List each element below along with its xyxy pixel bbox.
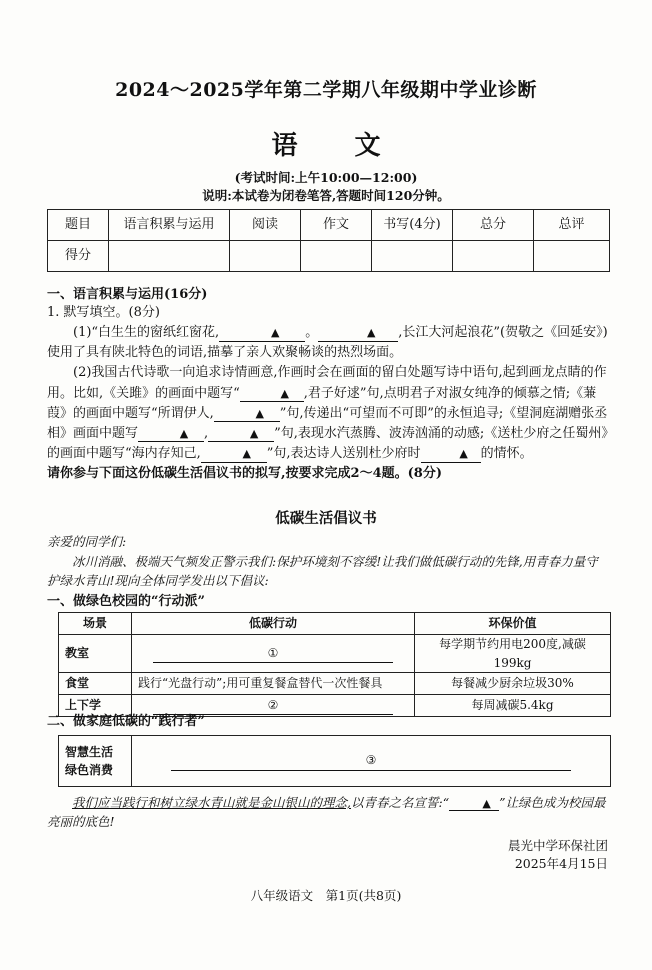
score-cell[interactable] — [301, 241, 372, 272]
score-table — [47, 209, 610, 272]
score-cell[interactable] — [109, 241, 230, 272]
scene-cell: 教室 — [59, 635, 132, 673]
q1-title: 1. 默写填空。(8分) — [47, 305, 160, 320]
answer-blank[interactable]: ▲ — [240, 386, 304, 403]
exam-title: 2024～2025学年第二学期八年级期中学业诊断 — [115, 79, 537, 101]
answer-blank[interactable]: ▲ — [421, 446, 481, 463]
q1-text: (2)我国古代诗歌一向追求诗情画意,作画时会在画面的留白处题写诗中语句,起到画龙点睛的作用。比如,《关雎》的画面中题写“ — [47, 365, 607, 401]
page-footer: 八年级语文 第1页(共8页) — [250, 888, 402, 903]
answer-blank[interactable]: ① — [153, 644, 393, 664]
answer-blank[interactable]: ▲ — [208, 426, 274, 443]
sign-date: 2025年4月15日 — [514, 856, 608, 871]
table-header: 低碳行动 — [132, 613, 415, 635]
question-1 — [47, 303, 610, 484]
score-cell[interactable] — [534, 241, 610, 272]
proposal-closing — [47, 793, 610, 832]
subject-title: 语 文 — [271, 131, 405, 161]
score-header: 阅读 — [230, 210, 301, 241]
answer-blank[interactable]: ③ — [171, 751, 571, 771]
scene-cell: 食堂 — [59, 673, 132, 695]
q1-text: ,君子好逑”句,点明君子对淑女纯净的倾慕之情;《蒹葭》的画面中题写“所谓伊人, — [47, 385, 597, 421]
proposal-intro: 冰川消融、极端天气频发正警示我们:保护环境刻不容缓!让我们做低碳行动的先锋,用青春力量守护绿水青山!现向全体同学发出以下倡议: — [47, 554, 598, 589]
home-label: 智慧生活 — [65, 745, 114, 759]
answer-blank[interactable]: ▲ — [449, 795, 499, 811]
score-header: 语言积累与运用 — [109, 210, 230, 241]
score-cell[interactable] — [372, 241, 453, 272]
value-cell: 每学期节约用电200度,减碳199kg — [415, 635, 611, 673]
campus-action-table — [58, 612, 611, 717]
value-cell: 每餐减少厨余垃圾30% — [415, 673, 611, 695]
score-header: 总分 — [453, 210, 534, 241]
q1-part1 — [47, 323, 610, 363]
closing-text: 我们应当践行和树立绿水青山就是金山银山的理念, — [72, 795, 351, 810]
answer-blank[interactable]: ▲ — [138, 426, 204, 443]
table-row — [59, 673, 611, 695]
action-cell[interactable] — [132, 635, 415, 673]
q1-part2 — [47, 363, 610, 464]
scene-cell: 上下学 — [59, 695, 132, 717]
table-header: 环保价值 — [415, 613, 611, 635]
part1-title: 一、做绿色校园的“行动派” — [47, 594, 205, 609]
answer-blank[interactable]: ▲ — [219, 325, 305, 342]
answer-blank[interactable]: ▲ — [214, 406, 280, 423]
home-label: 绿色消费 — [65, 763, 114, 777]
q1-text: 。 — [305, 325, 319, 341]
table-row — [59, 635, 611, 673]
part2-title: 二、做家庭低碳的“践行者” — [47, 714, 205, 729]
q1-text: ,长江大河起浪花”(贺敬之《回延安》)使用了具有陕北特色的词语,描摹了亲人欢聚畅谈的热烈场面。 — [47, 325, 608, 361]
answer-blank[interactable]: ② — [153, 696, 393, 716]
q1-text: 的情怀。 — [480, 445, 533, 461]
section1-title: 一、语言积累与运用(16分) — [47, 287, 208, 302]
home-content-cell[interactable] — [132, 736, 611, 787]
home-action-table — [58, 735, 611, 787]
proposal-instruction: 请你参与下面这份低碳生活倡议书的拟写,按要求完成2～4题。(8分) — [47, 466, 442, 482]
value-cell: 每周减碳5.4kg — [415, 695, 611, 717]
score-header: 作文 — [301, 210, 372, 241]
q1-text: (1)“白生生的窗纸红窗花, — [73, 325, 220, 341]
exam-note: 说明:本试卷为闭卷笔答,答题时间120分钟。 — [202, 188, 450, 203]
score-cell[interactable] — [453, 241, 534, 272]
q1-text: ”句,表现水汽蒸腾、波涛汹涌的动感;《送杜少府之任蜀州》的画面中题写“海内存知己, — [47, 425, 608, 461]
signer: 晨光中学环保社团 — [507, 838, 608, 853]
score-cell[interactable] — [230, 241, 301, 272]
score-header: 题目 — [48, 210, 109, 241]
home-label-cell — [59, 736, 132, 787]
score-header: 总评 — [534, 210, 610, 241]
proposal-title: 低碳生活倡议书 — [275, 510, 377, 527]
answer-blank[interactable]: ▲ — [201, 446, 267, 463]
proposal-greeting: 亲爱的同学们: — [47, 534, 127, 549]
q1-text: , — [204, 425, 209, 441]
score-row-label: 得分 — [48, 241, 109, 272]
action-cell: 践行“光盘行动”;用可重复餐盒替代一次性餐具 — [132, 673, 415, 695]
closing-text: ”让绿色成为校园最亮丽的底色! — [47, 795, 606, 830]
q1-text: ”句,传递出“可望而不可即”的永恒追寻;《望洞庭湖赠张丞相》画面中题写 — [47, 405, 608, 441]
table-header: 场景 — [59, 613, 132, 635]
score-header: 书写(4分) — [372, 210, 453, 241]
exam-time: (考试时间:上午10:00—12:00) — [234, 170, 418, 185]
answer-blank[interactable]: ▲ — [318, 325, 398, 342]
q1-text: ”句,表达诗人送别杜少府时 — [266, 445, 421, 461]
closing-text: 以青春之名宣誓:“ — [350, 795, 450, 810]
